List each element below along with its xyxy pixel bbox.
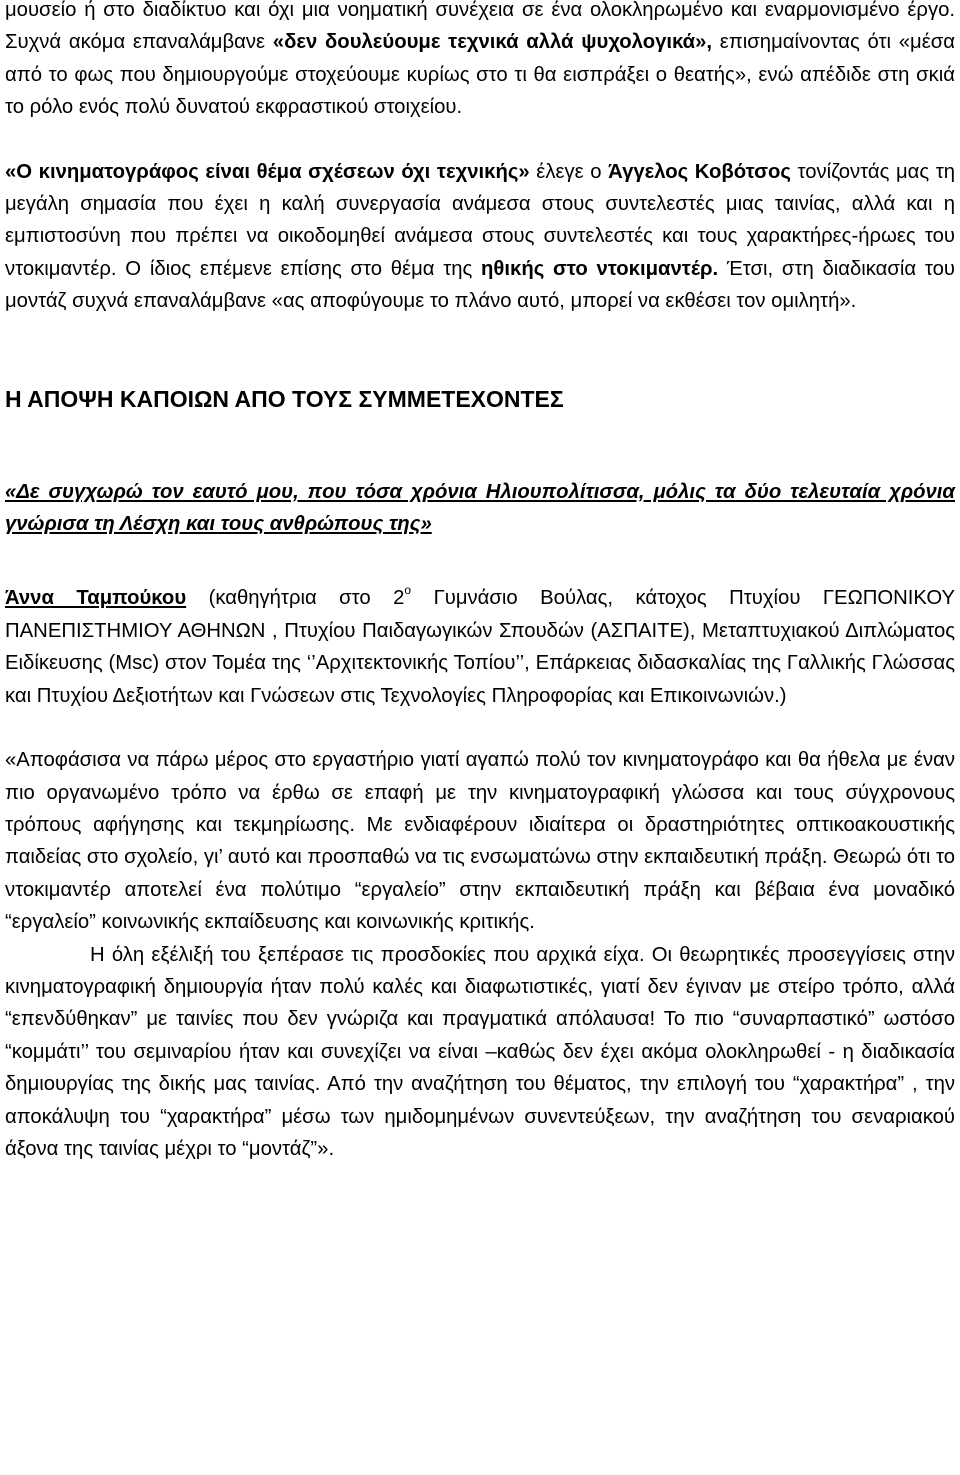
bio-text: (καθηγήτρια στο 2 <box>186 587 405 610</box>
paragraph-lighting <box>5 0 955 124</box>
person-name: Άγγελος Κοβότσος <box>608 160 791 183</box>
participant-bio <box>5 582 955 712</box>
document-page <box>5 0 955 1165</box>
ordinal-superscript: ο <box>404 583 412 598</box>
paragraph-kovotsos <box>5 156 955 318</box>
paragraph-text: Έτσι, στη διαδικασία του μοντάζ συχνά επαναλάμβανε «ας αποφύγουμε το πλάνο αυτό, μπορεί να εκθέσει τον ομιλητή». <box>5 257 955 313</box>
section-heading: Η ΑΠΟΨΗ ΚΑΠΟΙΩΝ ΑΠΟ ΤΟΥΣ ΣΥΜΜΕΤΕΧΟΝΤΕΣ <box>5 385 564 412</box>
participant-name: Άννα Ταμπούκου <box>5 587 187 610</box>
paragraph-testimony-continued: Η όλη εξέλιξή του ξεπέρασε τις προσδοκίες που αρχικά είχα. Οι θεωρητικές προσεγγίσεις στην κινηματογραφική δημιουργία ήταν πολύ καλές και διαφωτιστικές, γιατί δεν έγιναν με στείρο τρόπο, αλλά “επενδύθηκαν” με ταινίες που δεν γνώριζα και πραγματικά απόλαυσα! Το πιο “συναρπαστικό” ωστόσο “κομμάτι’’ του σεμιναρίου ήταν και συνεχίζει να είναι –καθώς δεν έχει ακόμα ολοκληρωθεί - η διαδικασία δημιουργίας της δικής μας ταινίας. Από την αναζήτηση του θέματος, την επιλογή του “χαρακτήρα” , την αποκάλυψη του “χαρακτήρα” μέσω των ημιδομημένων συνεντεύξεων, την αναζήτηση του σεναριακού άξονα της ταινίας μέχρι το “μοντάζ”». <box>5 943 955 1160</box>
paragraph-text: μουσείο ή στο διαδίκτυο και όχι μια νοηματική συνέχεια σε ένα ολοκληρωμένο και εναρμονισμένο έργο. Συχνά ακόμα επαναλάμβανε <box>5 0 955 54</box>
participant-quote: «Δε συγχωρώ τον εαυτό μου, που τόσα χρόνια Ηλιουπολίτισσα, μόλις τα δύο τελευταία χρόνια γνώρισα τη Λέσχη και τους ανθρώπους της» <box>5 480 955 536</box>
paragraph-text: τονίζοντάς μας τη μεγάλη σημασία που έχει η καλή συνεργασία ανάμεσα στους συντελεστές μιας ταινίας, αλλά και η εμπιστοσύνη που πρέπει να οικοδομηθεί ανάμεσα στους συντελεστές και τους χαρακτήρες-ήρωες του ντοκιμαντέρ. Ο ίδιος επέμενε επίσης στο θέμα της <box>5 160 956 280</box>
paragraph-text: έλεγε ο <box>529 160 609 183</box>
paragraph-text: επισημαίνοντας ότι «μέσα από το φως που δημιουργούμε στοχεύουμε κυρίως στο τι θα εισπράξει ο θεατής», ενώ απέδιδε στη σκιά το ρόλο ενός πολύ δυνατού εκφραστικού στοιχείου. <box>5 31 955 119</box>
bio-text: Γυμνάσιο Βούλας, κάτοχος Πτυχίου ΓΕΩΠΟΝΙΚΟΥ ΠΑΝΕΠΙΣΤΗΜΙΟΥ ΑΘΗΝΩΝ , Πτυχίου Παιδαγωγικών Σπουδών (ΑΣΠΑΙΤΕ), Μεταπτυχιακού Διπλώματος Ειδίκευσης (Msc) στον Τομέα της ‘’Αρχιτεκτονικής Τοπίου’’, Επάρκειας διδασκαλίας της Γαλλικής Γλώσσας και Πτυχίου Δεξιοτήτων και Γνώσεων στις Τεχνολογίες Πληροφορίας και Επικοινωνιών.) <box>5 587 955 707</box>
paragraph-testimony: «Αποφάσισα να πάρω μέρος στο εργαστήριο γιατί αγαπώ πολύ τον κινηματογράφο και θα ήθελα με έναν πιο οργανωμένο τρόπο να έρθω σε επαφή με την κινηματογραφική γλώσσα και τους σύγχρονους τρόπους αφήγησης και τεκμηρίωσης. Με ενδιαφέρουν ιδιαίτερα οι δραστηριότητες οπτικοακουστικής παιδείας στο σχολείο, γι’ αυτό και προσπαθώ να τις ενσωματώνω στην εκπαιδευτική πράξη. Θεωρώ ότι το ντοκιμαντέρ αποτελεί ένα πολύτιμο “εργαλείο” στην εκπαιδευτική πράξη και βέβαια ένα μοναδικό “εργαλείο” κοινωνικής εκπαίδευσης και κοινωνικής κριτικής. <box>5 749 955 934</box>
bold-quote: «Ο κινηματογράφος είναι θέμα σχέσεων όχι τεχνικής» <box>5 160 530 183</box>
bold-quote: «δεν δουλεύουμε τεχνικά αλλά ψυχολογικά», <box>272 31 713 54</box>
bold-topic: ηθικής στο ντοκιμαντέρ. <box>481 257 719 280</box>
